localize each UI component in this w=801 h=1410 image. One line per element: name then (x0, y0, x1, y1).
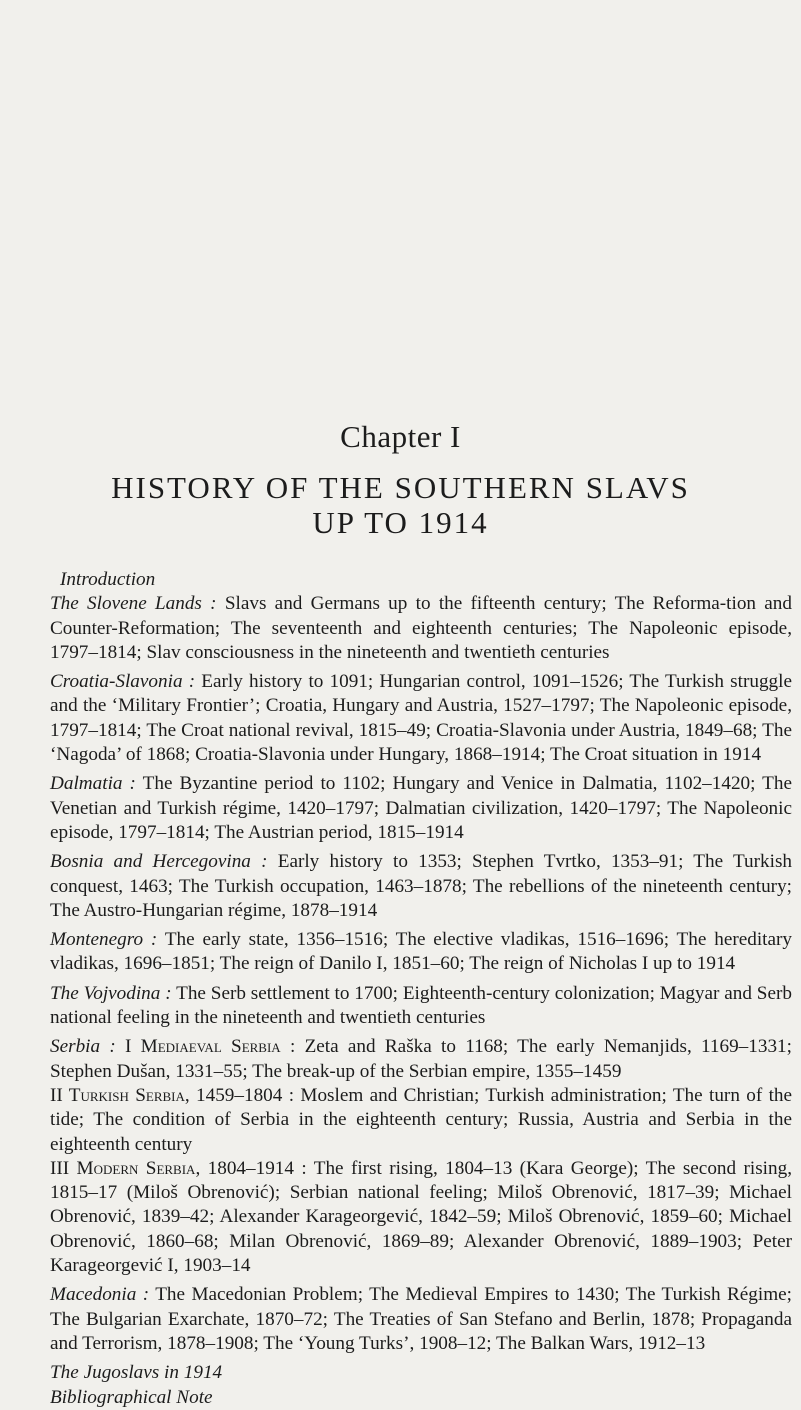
section-text: The Byzantine period to 1102; Hungary and Venice in Dalmatia, 1102–1420; The Venetian and Turkish régime, 1420–1797; Dalmatian civilization, 1420–1797; The Napoleonic episode, 1797–1814; The Austrian period, 1815–1914 (50, 773, 792, 843)
section-title: Croatia-Slavonia : (50, 671, 196, 693)
section-title: Bosnia and Hercegovina : (50, 851, 268, 873)
section-entry (50, 850, 792, 923)
serbia-part2-text: Moslem and Christian; Turkish administration; The turn of the tide; The condition of Serbia in the eighteenth century; Russia, Austria and Serbia in the eighteenth century (50, 1084, 793, 1155)
intro-heading: Introduction (60, 569, 156, 590)
serbia-part1-text: Zeta and Raška to 1168; The early Nemanjids, 1169–1331; Stephen Dušan, 1331–55; The break-up of the Serbian empire, 1355–1459 (50, 1036, 792, 1082)
serbia-part3 (50, 1158, 792, 1276)
serbia-entry (50, 1035, 792, 1278)
serbia-part3-label: III Modern Serbia, 1804–1914 : (50, 1157, 307, 1179)
serbia-part3-text: The first rising, 1804–13 (Kara George); The second rising, 1815–17 (Miloš Obrenović); Serbian national feeling; Miloš Obrenović, 1817–39; Michael Obrenović, 1839–42; Alexander Karageorgević, 1842–59; Miloš Obrenović, 1859–60; Michael Obrenović, 1860–68; Milan Obrenović, 1869–89; Alexander Obrenović, 1889–1903; Peter Karageorgević I, 1903–14 (50, 1157, 792, 1277)
serbia-part2 (50, 1085, 792, 1155)
section-entry (50, 670, 792, 767)
serbia-title: Serbia : (50, 1036, 116, 1058)
section-text: Slavs and Germans up to the fifteenth century; The Reforma-tion and Counter-Reformation; The seventeenth and eighteenth centuries; The Napoleonic episode, 1797–1814; Slav consciousness in the nineteenth and twentieth centuries (50, 593, 792, 663)
closing-item: The Jugoslavs in 1914 (50, 1362, 223, 1384)
closing-item: Bibliographical Note (50, 1386, 213, 1408)
chapter-title-line-1: HISTORY OF THE SOUTHERN SLAVS (111, 470, 690, 505)
section-title: The Vojvodina : (50, 982, 172, 1004)
section-text: Early history to 1091; Hungarian control, 1091–1526; The Turkish struggle and the ‘Military Frontier’; Croatia, Hungary and Austria, 1527–1797; The Napoleonic episode, 1797–1814; The Croat national revival, 1815–49; Croatia-Slavonia under Austria, 1849–68; The ‘Nagoda’ of 1868; Croatia-Slavonia under Hungary, 1868–1914; The Croat situation in 1914 (50, 671, 793, 766)
section-entry (50, 592, 792, 665)
section-entry (50, 928, 792, 977)
section-entry (50, 1283, 792, 1356)
section-title: Montenegro : (50, 929, 158, 951)
section-text: The Macedonian Problem; The Medieval Empires to 1430; The Turkish Régime; The Bulgarian Exarchate, 1870–72; The Treaties of San Stefano and Berlin, 1878; Propaganda and Terrorism, 1878–1908; The ‘Young Turks’, 1908–12; The Balkan Wars, 1912–13 (50, 1284, 792, 1354)
section-title: The Slovene Lands : (50, 593, 217, 615)
section-text: The early state, 1356–1516; The elective vladikas, 1516–1696; The hereditary vladikas, 1696–1851; The reign of Danilo I, 1851–60; The reign of Nicholas I up to 1914 (50, 929, 792, 975)
chapter-title (0, 470, 801, 540)
section-title: Macedonia : (50, 1284, 150, 1306)
section-entry (50, 982, 792, 1031)
chapter-title-line-2: UP TO 1914 (312, 505, 489, 540)
chapter-label: Chapter I (340, 419, 461, 454)
section-text: The Serb settlement to 1700; Eighteenth-century colonization; Magyar and Serb national feeling in the nineteenth and twentieth centuries (50, 982, 792, 1029)
chapter-contents (50, 568, 792, 1410)
section-title: Dalmatia : (50, 773, 136, 795)
serbia-part1-label: I Mediaeval Serbia : (125, 1036, 296, 1058)
serbia-part2-label: II Turkish Serbia, 1459–1804 : (50, 1084, 295, 1106)
section-entry (50, 772, 792, 845)
section-text: Early history to 1353; Stephen Tvrtko, 1353–91; The Turkish conquest, 1463; The Turkish occupation, 1463–1878; The rebellions of the nineteenth century; The Austro-Hungarian régime, 1878–1914 (50, 851, 793, 921)
